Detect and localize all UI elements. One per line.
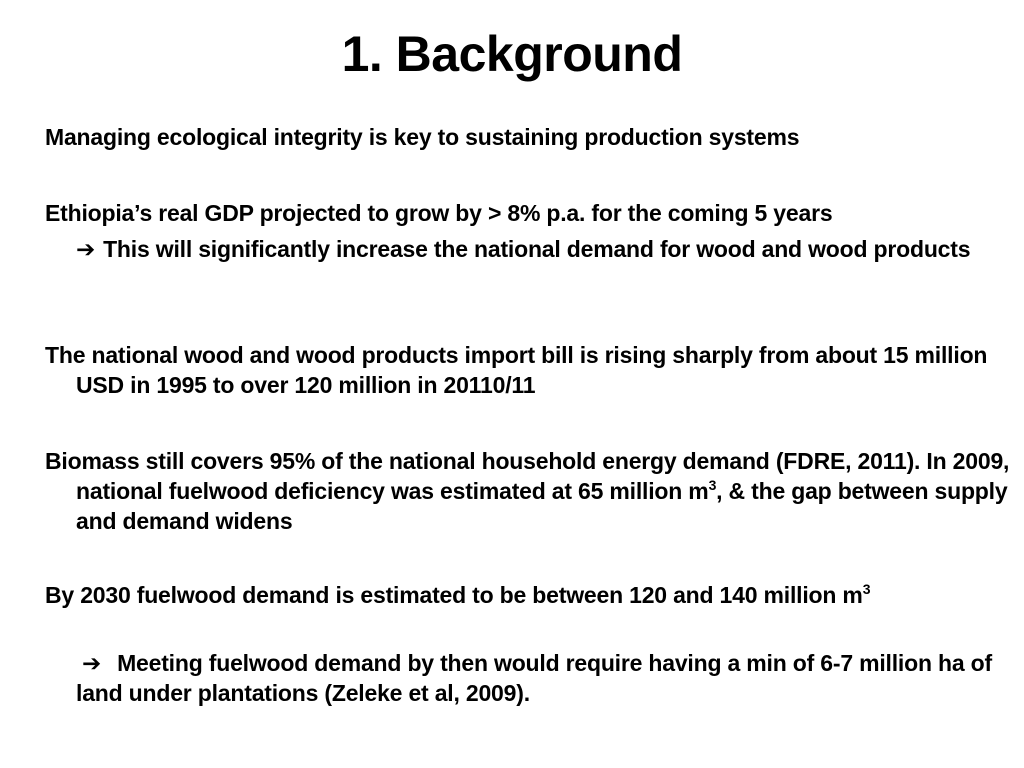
- bullet-biomass-text: Biomass still covers 95% of the national household energy demand (FDRE, 2011). In 2009, national fuelwood deficiency was estimated at 65 million m: [45, 448, 1010, 504]
- superscript-cubed: 3: [708, 477, 717, 493]
- bullet-2030-demand-text: By 2030 fuelwood demand is estimated to be between 120 and 140 million m: [45, 582, 863, 608]
- bullet-import-bill: The national wood and wood products import bill is rising sharply from about 15 million USD in 1995 to over 120 million in 20110/11: [45, 342, 988, 398]
- sub-bullet-plantations-text: Meeting fuelwood demand by then would require having a min of 6-7 million ha of land under plantations (Zeleke et al, 2009).: [76, 650, 992, 706]
- arrow-right-icon: ➔: [82, 650, 102, 676]
- bullet-ecological-integrity: Managing ecological integrity is key to sustaining production systems: [45, 124, 800, 150]
- bullet-2030-demand: [45, 580, 1024, 610]
- superscript-cubed: 3: [862, 581, 871, 597]
- arrow-right-icon: ➔: [76, 236, 96, 262]
- sub-bullet-wood-demand-text: This will significantly increase the national demand for wood and wood products: [103, 236, 971, 262]
- bullet-gdp-growth: Ethiopia’s real GDP projected to grow by > 8% p.a. for the coming 5 years: [45, 200, 833, 226]
- bullet-biomass-text-end: , & the gap between supply and demand widens: [76, 478, 1008, 534]
- sub-bullet-wood-demand: [76, 234, 996, 264]
- slide-title: 1. Background: [341, 26, 683, 82]
- sub-bullet-plantations: [76, 648, 996, 708]
- bullet-biomass: [45, 446, 1024, 536]
